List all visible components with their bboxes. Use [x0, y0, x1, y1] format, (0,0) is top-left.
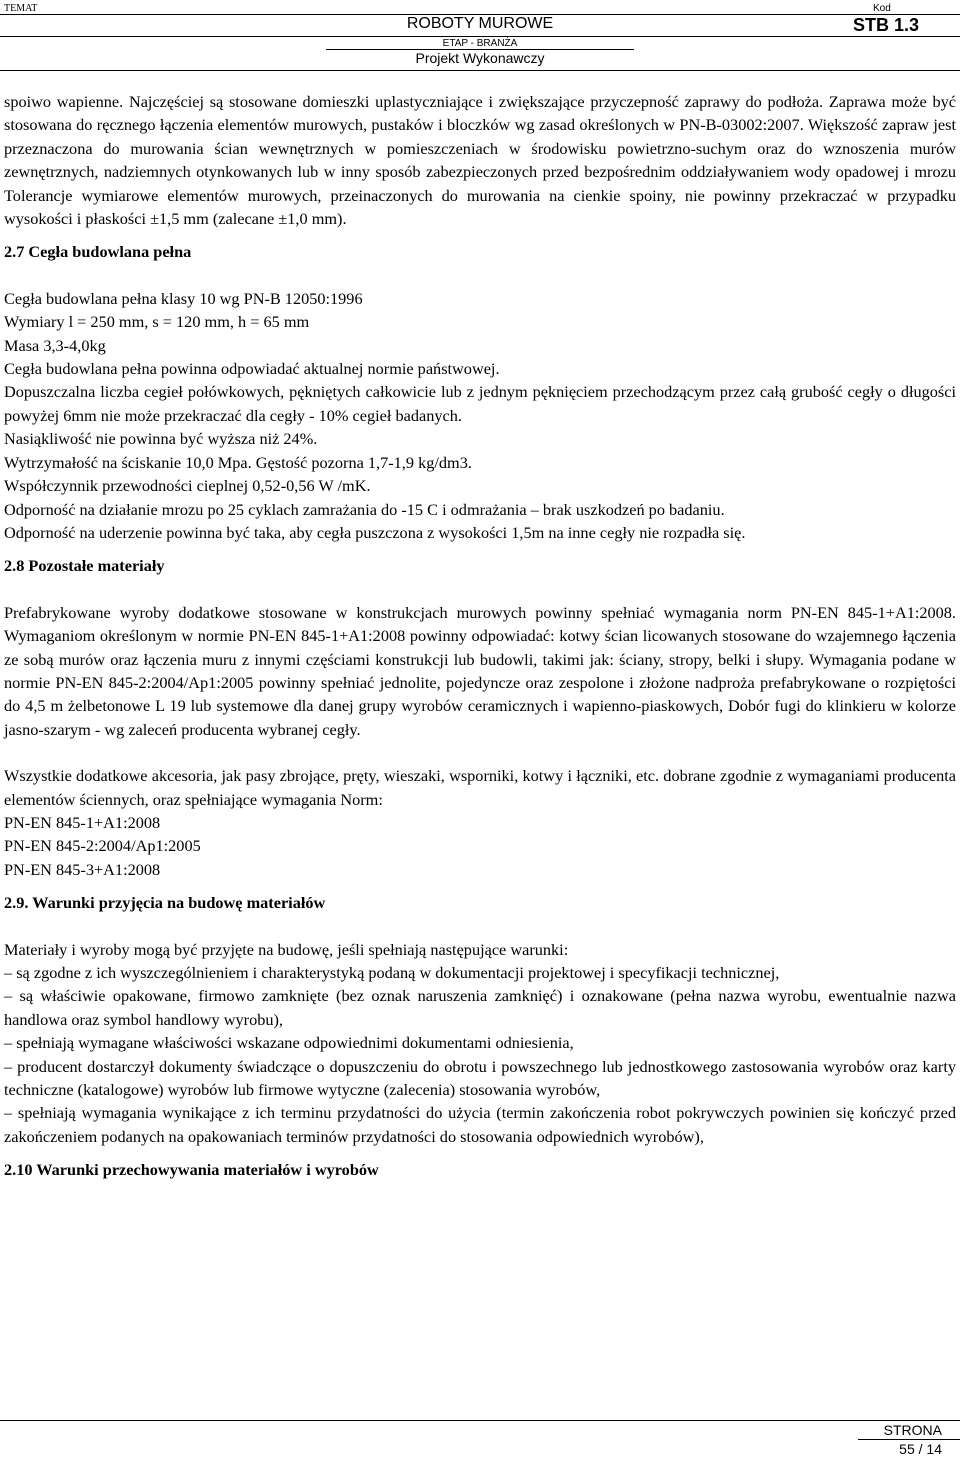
document-title: ROBOTY MUROWE [406, 15, 554, 32]
condition-item: – producent dostarczył dokumenty świadczące o dopuszczeniu do obrotu i powszechnego lub jednostkowego zastosowania wyrobów oraz karty techniczne (katalogowe) wyrobów lub firmowe wytyczne (zalecenia) stosowania wyrobów, [4, 1056, 956, 1100]
header-divider [0, 36, 960, 37]
page-label: STRONA [883, 1422, 942, 1438]
spec-line: Współczynnik przewodności cieplnej 0,52-0,56 W /mK. [4, 476, 371, 496]
header-topic-label: TEMAT [4, 3, 38, 14]
page-footer [0, 1418, 960, 1460]
header-stage: ETAP - BRANŻA [442, 38, 518, 49]
footer-divider [858, 1439, 960, 1440]
document-body [4, 90, 956, 1182]
spec-line: Cegła budowlana pełna klasy 10 wg PN-B 12050:1996 [4, 288, 363, 308]
section-heading: 2.10 Warunki przechowywania materiałów i wyrobów [4, 1160, 379, 1180]
section-heading: 2.9. Warunki przyjęcia na budowę materiałów [4, 893, 326, 913]
footer-divider [0, 1420, 960, 1421]
section-heading: 2.7 Cegła budowlana pełna [4, 242, 192, 262]
paragraph: Prefabrykowane wyroby dodatkowe stosowane w konstrukcjach murowych powinny spełniać wymagania norm PN-EN 845-1+A1:2008. Wymaganiom określonym w normie PN-EN 845-1+A1:2008 powinny odpowiadać: kotwy ścian licowanych stosowane do wzajemnego łączenia ze sobą murów oraz łączenia muru z innymi częściami konstrukcji lub budowli, takimi jak: ściany, stropy, belki i słupy. Wymagania podane w normie PN-EN 845-2:2004/Ap1:2005 powinny spełniać jednolite, pojedyncze oraz zespolone i złożone nadproża prefabrykowane o rozpiętości do 4,5 m żelbetonowe L 19 lub systemowe dla danej grupy wyrobów ceramicznych i wapienno-piaskowych, Dobór fugi do klinkieru w kolorze jasno-szarym - wg zaleceń producenta wybranej cegły. [4, 602, 956, 739]
norm-item: PN-EN 845-3+A1:2008 [4, 859, 161, 879]
section-heading: 2.8 Pozostałe materiały [4, 556, 165, 576]
header-divider [0, 70, 960, 71]
spec-line: Wytrzymałość na ściskanie 10,0 Mpa. Gęstość pozorna 1,7-1,9 kg/dm3. [4, 452, 472, 472]
norm-item: PN-EN 845-2:2004/Ap1:2005 [4, 836, 201, 856]
condition-item: – spełniają wymagania wynikające z ich terminu przydatności do użycia (termin zakończenia robot pokrywczych powinien się kończyć przed zakończeniem podanych na opakowaniach terminów przydatności do stosowania odpowiednich wyrobów), [4, 1103, 956, 1146]
norm-item: PN-EN 845-1+A1:2008 [4, 812, 161, 832]
header-project: Projekt Wykonawczy [415, 50, 545, 66]
spec-line: Odporność na uderzenie powinna być taka, aby cegła puszczona z wysokości 1,5m na inne cegły nie rozpadła się. [4, 522, 746, 542]
spec-line: Odporność na działanie mrozu po 25 cyklach zamrażania do -15 C i odmrażania – brak uszkodzeń po badaniu. [4, 499, 725, 519]
spec-line: Masa 3,3-4,0kg [4, 335, 106, 355]
spec-line: Nasiąkliwość nie powinna być wyższa niż 24%. [4, 429, 318, 449]
paragraph: spoiwo wapienne. Najczęściej są stosowane domieszki uplastyczniające i zwiększające przyczepność zaprawy do podłoża. Zaprawa może być stosowana do ręcznego łączenia elementów murowych, pustaków i bloczków wg zasad określonych w PN-B-03002:2007. Większość zapraw jest przeznaczona do murowania ścian wewnętrznych w pomieszczeniach w środowisku powietrzno-suchym oraz do wznoszenia murów zewnętrznych, nadziemnych otynkowanych lub w inny sposób zabezpieczonych przed bezpośrednim oddziaływaniem wody opadowej i mrozu Tolerancje wymiarowe elementów murowych, przeinaczonych do murowania na cienkie spoiny, nie powinny przekraczać w przypadku wysokości i płaskości ±1,5 mm (zalecane ±1,0 mm). [4, 92, 956, 229]
page-header [0, 0, 960, 72]
spec-line: Cegła budowlana pełna powinna odpowiadać aktualnej normie państwowej. [4, 359, 500, 379]
condition-item: – spełniają wymagane właściwości wskazane odpowiednimi dokumentami odniesienia, [4, 1033, 574, 1053]
paragraph: Materiały i wyroby mogą być przyjęte na budowę, jeśli spełniają następujące warunki: [4, 939, 569, 959]
header-code-label: Kod [873, 3, 891, 14]
spec-line: Dopuszczalna liczba cegieł połówkowych, pękniętych całkowicie lub z jednym pęknięciem przechodzącym przez całą grubość cegły o długości powyżej 6mm nie może przekraczać dla cegły - 10% cegieł badanych. [4, 382, 956, 425]
document-code: STB 1.3 [853, 15, 920, 35]
condition-item: – są właściwie opakowane, firmowo zamknięte (bez oznak naruszenia zamknięć) i oznakowane (pełna nazwa wyrobu, ewentualnie nazwa handlowa oraz symbol handlowy wyrobu), [4, 986, 956, 1029]
spec-line: Wymiary l = 250 mm, s = 120 mm, h = 65 mm [4, 312, 310, 332]
condition-item: – są zgodne z ich wyszczególnieniem i charakterystyką podaną w dokumentacji projektowej i specyfikacji technicznej, [4, 963, 780, 982]
paragraph: Wszystkie dodatkowe akcesoria, jak pasy zbrojące, pręty, wieszaki, wsporniki, kotwy i łączniki, etc. dobrane zgodnie z wymaganiami producenta elementów ściennych, oraz spełniające wymagania Norm: [4, 766, 956, 809]
page-number: 55 / 14 [899, 1441, 942, 1457]
